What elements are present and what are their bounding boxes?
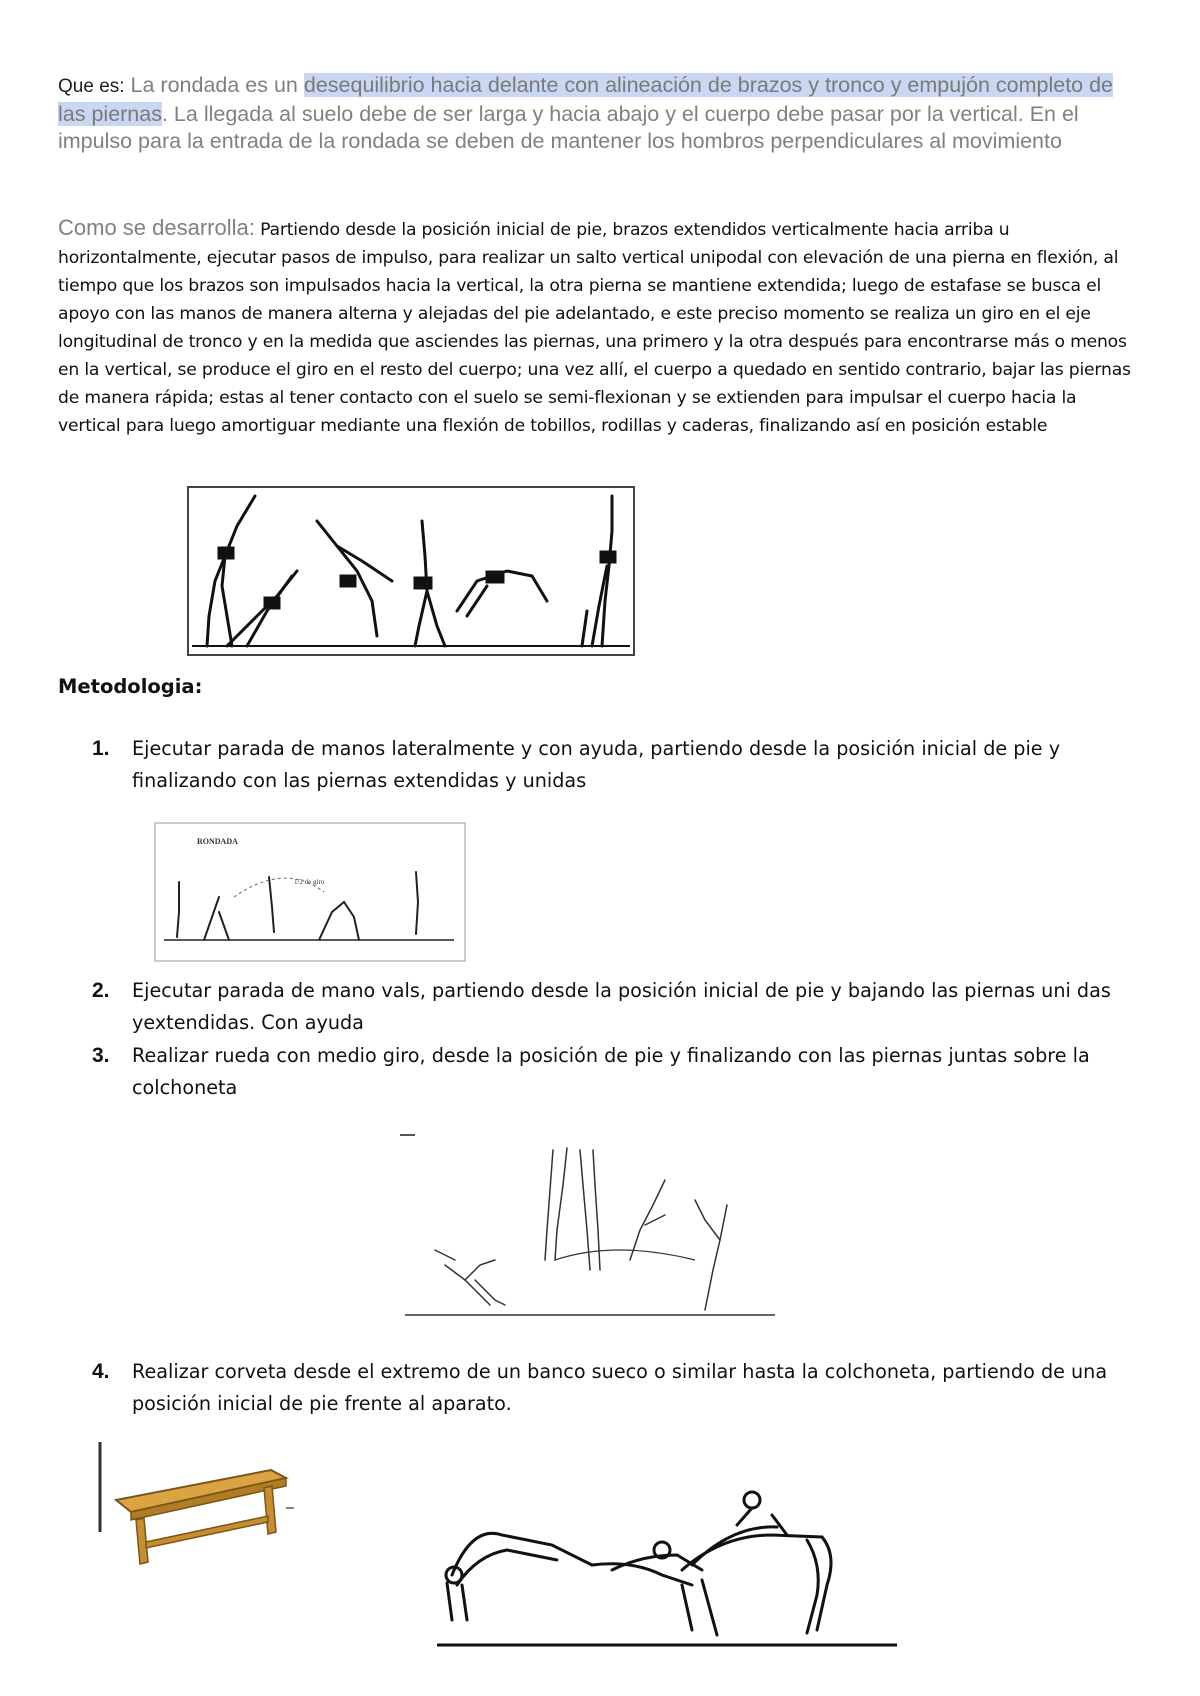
intro-text-before: La rondada es un <box>124 73 304 97</box>
step-number: 4. <box>92 1360 110 1383</box>
step-number: 1. <box>92 737 110 760</box>
intro-paragraph <box>58 72 1128 156</box>
como-paragraph <box>58 214 1138 440</box>
methodology-step-1 <box>92 733 1132 797</box>
intro-text-after: . La llegada al suelo debe de ser larga y hacia abajo y el cuerpo debe pasar por la vertical. En el impulso para la entrada de la rondada se deben de mantener los hombros perpendiculares al movimiento <box>58 101 1079 153</box>
methodology-step-2 <box>92 975 1132 1039</box>
rondada-title: RONDADA <box>197 837 238 846</box>
corveta-drawing <box>432 1455 902 1655</box>
que-es-label: Que es: <box>58 76 125 97</box>
step-text: Realizar corveta desde el extremo de un banco sueco o similar hasta la colchoneta, partiendo de una posición inicial de pie frente al aparato. <box>132 1360 1108 1415</box>
methodology-heading: Metodologia: <box>58 675 203 698</box>
methodology-step-3 <box>92 1040 1132 1104</box>
como-label: Como se desarrolla: <box>58 215 255 240</box>
step-text: Realizar rueda con medio giro, desde la posición de pie y finalizando con las piernas juntas sobre la colchoneta <box>132 1044 1090 1099</box>
bench-figure <box>96 1442 306 1577</box>
rueda-drawing <box>395 1130 785 1325</box>
intro-highlighted-text: desequilibrio hacia delante con alineación de brazos y tronco y empujón completo de las piernas <box>58 73 1114 126</box>
half-turn-caption: 1/2 de giro <box>294 878 325 886</box>
rondada-sequence-drawing <box>187 486 635 656</box>
step-number: 3. <box>92 1044 110 1067</box>
rueda-figure <box>395 1130 785 1325</box>
corveta-figure <box>432 1455 902 1655</box>
step-text: Ejecutar parada de manos lateralmente y con ayuda, partiendo desde la posición inicial de pie y finalizando con las piernas extendidas y unidas <box>132 737 1061 792</box>
step-text: Ejecutar parada de mano vals, partiendo desde la posición inicial de pie y bajando las piernas uni das yextendidas. Con ayuda <box>132 979 1111 1034</box>
como-text: Partiendo desde la posición inicial de pie, brazos extendidos verticalmente hacia arriba u horizontalmente, ejecutar pasos de impulso, para realizar un salto vertical unipodal con elevación de una pierna en flexión, al tiempo que los brazos son impulsados hacia la vertical, la otra pierna se mantiene extendida; luego de estafase se busca el apoyo con las manos de manera alterna y alejadas del pie adelantado, e este preciso momento se realiza un giro en el eje longitudinal de tronco y en la medida que asciendes las piernas, una primero y la otra después para encontrarse más o menos en la vertical, se produce el giro en el resto del cuerpo; una vez allí, el cuerpo a quedado en sentido contrario, bajar las piernas de manera rápida; estas al tener contacto con el suelo se semi-flexionan y se extienden para impulsar el cuerpo hacia la vertical para luego amortiguar mediante una flexión de tobillos, rodillas y caderas, finalizando así en posición estable <box>58 220 1131 436</box>
rondada-sequence-figure <box>187 486 635 656</box>
step-number: 2. <box>92 979 110 1002</box>
rondada-diagram-figure <box>154 822 466 962</box>
rondada-diagram-drawing <box>154 822 466 962</box>
methodology-step-4 <box>92 1356 1132 1420</box>
bench-drawing <box>96 1442 306 1577</box>
